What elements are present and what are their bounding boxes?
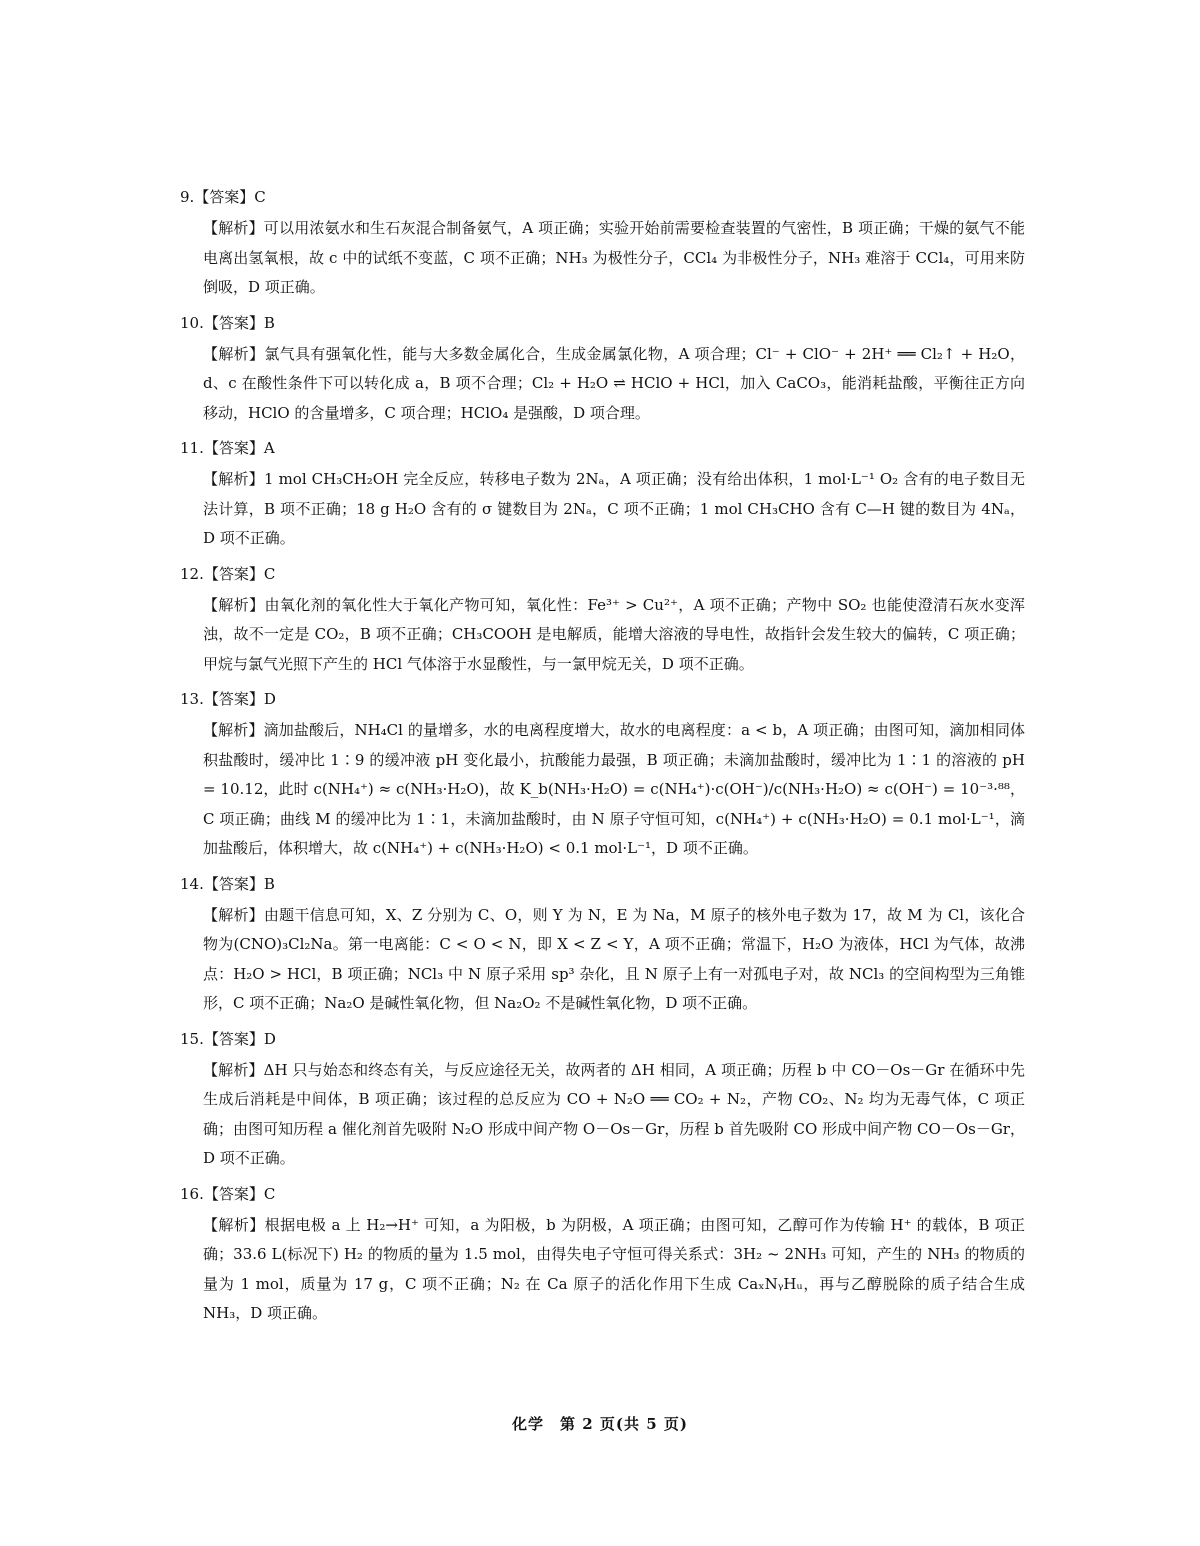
answer-label: 10.【答案】B xyxy=(180,313,275,332)
answer-label: 16.【答案】C xyxy=(180,1184,276,1203)
page-footer: 化学 第 2 页(共 5 页) xyxy=(512,1415,688,1433)
question-14 xyxy=(180,867,1025,1019)
question-9 xyxy=(180,180,1025,303)
question-12 xyxy=(180,557,1025,680)
explanation-text: 【解析】根据电极 a 上 H₂→H⁺ 可知，a 为阳极，b 为阴极，A 项正确；由图可知，乙醇可作为传输 H⁺ 的载体，B 项正确；33.6 L(标况下) H₂ 的物质的量为 1.5 mol，由得失电子守恒可得关系式：3H₂ ~ 2NH₃ 可知，产生的 NH₃ 的物质的量为 1 mol，质量为 17 g，C 项不正确；N₂ 在 Ca 原子的活化作用下生成 CaₓNᵧHᵤ，再与乙醇脱除的质子结合生成 NH₃，D 项正确。 xyxy=(203,1215,1025,1322)
explanation-text: 【解析】滴加盐酸后，NH₄Cl 的量增多，水的电离程度增大，故水的电离程度：a < b，A 项正确；由图可知，滴加相同体积盐酸时，缓冲比 1∶9 的缓冲液 pH 变化最小，抗酸能力最强，B 项正确；未滴加盐酸时，缓冲比为 1∶1 的溶液的 pH = 10.12，此时 c(NH₄⁺) ≈ c(NH₃·H₂O)，故 K_b(NH₃·H₂O) = c(NH₄⁺)·c(OH⁻)/c(NH₃·H₂O) ≈ c(OH⁻) = 10⁻³·⁸⁸，C 项正确；曲线 M 的缓冲比为 1∶1，未滴加盐酸时，由 N 原子守恒可知，c(NH₄⁺) + c(NH₃·H₂O) = 0.1 mol·L⁻¹，滴加盐酸后，体积增大，故 c(NH₄⁺) + c(NH₃·H₂O) < 0.1 mol·L⁻¹，D 项不正确。 xyxy=(203,721,1025,857)
explanation-text: 【解析】可以用浓氨水和生石灰混合制备氨气，A 项正确；实验开始前需要检查装置的气密性，B 项正确；干燥的氨气不能电离出氢氧根，故 c 中的试纸不变蓝，C 项不正确；NH₃ 为极性分子，CCl₄ 为非极性分子，NH₃ 难溶于 CCl₄，可用来防倒吸，D 项正确。 xyxy=(203,219,1025,296)
explanation-text: 【解析】氯气具有强氧化性，能与大多数金属化合，生成金属氯化物，A 项合理；Cl⁻ + ClO⁻ + 2H⁺ ══ Cl₂↑ + H₂O，d、c 在酸性条件下可以转化成 a，B 项不合理；Cl₂ + H₂O ⇌ HClO + HCl，加入 CaCO₃，能消耗盐酸，平衡往正方向移动，HClO 的含量增多，C 项合理；HClO₄ 是强酸，D 项合理。 xyxy=(203,344,1025,422)
answer-label: 15.【答案】D xyxy=(180,1029,276,1048)
answer-label: 12.【答案】C xyxy=(180,564,276,583)
answer-label: 13.【答案】D xyxy=(180,690,276,708)
question-15 xyxy=(180,1022,1025,1174)
explanation-text: 【解析】由氧化剂的氧化性大于氧化产物可知，氧化性：Fe³⁺ > Cu²⁺，A 项不正确；产物中 SO₂ 也能使澄清石灰水变浑浊，故不一定是 CO₂，B 项不正确；CH₃COOH 是电解质，能增大溶液的导电性，故指针会发生较大的偏转，C 项正确；甲烷与氯气光照下产生的 HCl 气体溶于水显酸性，与一氯甲烷无关，D 项不正确。 xyxy=(203,595,1025,673)
question-16 xyxy=(180,1177,1025,1329)
question-10 xyxy=(180,306,1025,429)
answer-list xyxy=(180,180,1025,1332)
answer-label: 11.【答案】A xyxy=(180,439,275,457)
explanation-text: 【解析】ΔH 只与始态和终态有关，与反应途径无关，故两者的 ΔH 相同，A 项正确；历程 b 中 CO－Os－Gr 在循环中先生成后消耗是中间体，B 项正确；该过程的总反应为 CO + N₂O ══ CO₂ + N₂，产物 CO₂、N₂ 均为无毒气体，C 项正确；由图可知历程 a 催化剂首先吸附 N₂O 形成中间产物 O－Os－Gr，历程 b 首先吸附 CO 形成中间产物 CO－Os－Gr，D 项不正确。 xyxy=(203,1060,1025,1167)
question-11 xyxy=(180,431,1025,554)
explanation-text: 【解析】由题干信息可知，X、Z 分别为 C、O，则 Y 为 N，E 为 Na，M 原子的核外电子数为 17，故 M 为 Cl，该化合物为(CNO)₃Cl₂Na。第一电离能：C < O < N，即 X < Z < Y，A 项不正确；常温下，H₂O 为液体，HCl 为气体，故沸点：H₂O > HCl，B 项正确；NCl₃ 中 N 原子采用 sp³ 杂化，且 N 原子上有一对孤电子对，故 NCl₃ 的空间构型为三角锥形，C 项不正确；Na₂O 是碱性氧化物，但 Na₂O₂ 不是碱性氧化物，D 项不正确。 xyxy=(203,905,1025,1012)
question-13 xyxy=(180,682,1025,864)
answer-label: 9.【答案】C xyxy=(180,188,266,206)
explanation-text: 【解析】1 mol CH₃CH₂OH 完全反应，转移电子数为 2Nₐ，A 项正确；没有给出体积，1 mol·L⁻¹ O₂ 含有的电子数目无法计算，B 项不正确；18 g H₂O 含有的 σ 键数目为 2Nₐ，C 项不正确；1 mol CH₃CHO 含有 C—H 键的数目为 4Nₐ，D 项不正确。 xyxy=(203,470,1025,547)
answer-label: 14.【答案】B xyxy=(180,874,275,893)
